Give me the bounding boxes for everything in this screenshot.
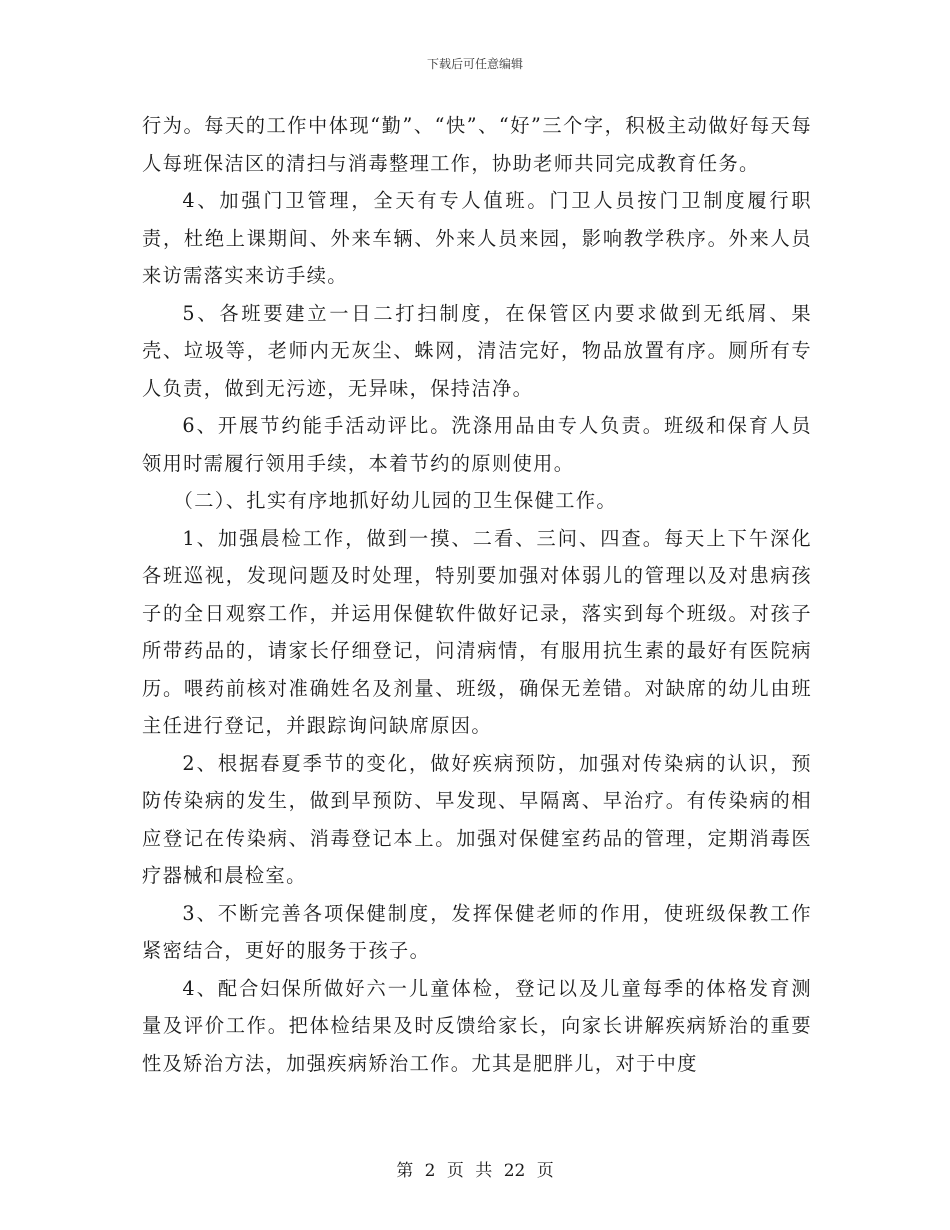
paragraph-item-1-morning-check: 1、加强晨检工作，做到一摸、二看、三问、四查。每天上下午深化各班巡视，发现问题及时处理，特别要加强对体弱儿的管理以及对患病孩子的全日观察工作，并运用保健软件做好记录，落实到每个班级。对孩子所带药品的，请家长仔细登记，问清病情，有服用抗生素的最好有医院病历。喂药前核对准确姓名及剂量、班级，确保无差错。对缺席的幼儿由班主任进行登记，并跟踪询问缺席原因。 <box>142 526 812 737</box>
page-number-footer: 第 2 页 共 22 页 <box>396 1161 554 1181</box>
paragraph-item-5-cleaning: 5、各班要建立一日二打扫制度，在保管区内要求做到无纸屑、果壳、垃圾等，老师内无灰尘、蛛网，清洁完好，物品放置有序。厕所有专人负责，做到无污迹，无异味，保持洁净。 <box>142 301 812 400</box>
paragraph-item-2-disease-prevention: 2、根据春夏季节的变化，做好疾病预防，加强对传染病的认识，预防传染病的发生，做到早预防、早发现、早隔离、早治疗。有传染病的相应登记在传染病、消毒登记本上。加强对保健室药品的管理，定期消毒医疗器械和晨检室。 <box>142 751 812 887</box>
paragraph-item-6-saving: 6、开展节约能手活动评比。洗涤用品由专人负责。班级和保育人员领用时需履行领用手续，本着节约的原则使用。 <box>142 414 812 475</box>
section-heading-health-care: （二）、扎实有序地抓好幼儿园的卫生保健工作。 <box>173 489 617 512</box>
paragraph-continuation: 行为。每天的工作中体现“勤”、“快”、“好”三个字，积极主动做好每天每人每班保洁区的清扫与消毒整理工作，协助老师共同完成教育任务。 <box>142 114 812 175</box>
paragraph-item-3-health-system: 3、不断完善各项保健制度，发挥保健老师的作用，使班级保教工作紧密结合，更好的服务于孩子。 <box>142 901 812 962</box>
page-header: 下载后可任意编辑 <box>426 57 523 71</box>
paragraph-item-4-physical-exam: 4、配合妇保所做好六一儿童体检，登记以及儿童每季的体格发育测量及评价工作。把体检结果及时反馈给家长，向家长讲解疾病矫治的重要性及矫治方法，加强疾病矫治工作。尤其是肥胖儿，对于中度 <box>142 976 812 1075</box>
paragraph-item-4-gatekeeping: 4、加强门卫管理，全天有专人值班。门卫人员按门卫制度履行职责，杜绝上课期间、外来车辆、外来人员来园，影响教学秩序。外来人员来访需落实来访手续。 <box>142 189 812 287</box>
document-body <box>142 107 812 1082</box>
